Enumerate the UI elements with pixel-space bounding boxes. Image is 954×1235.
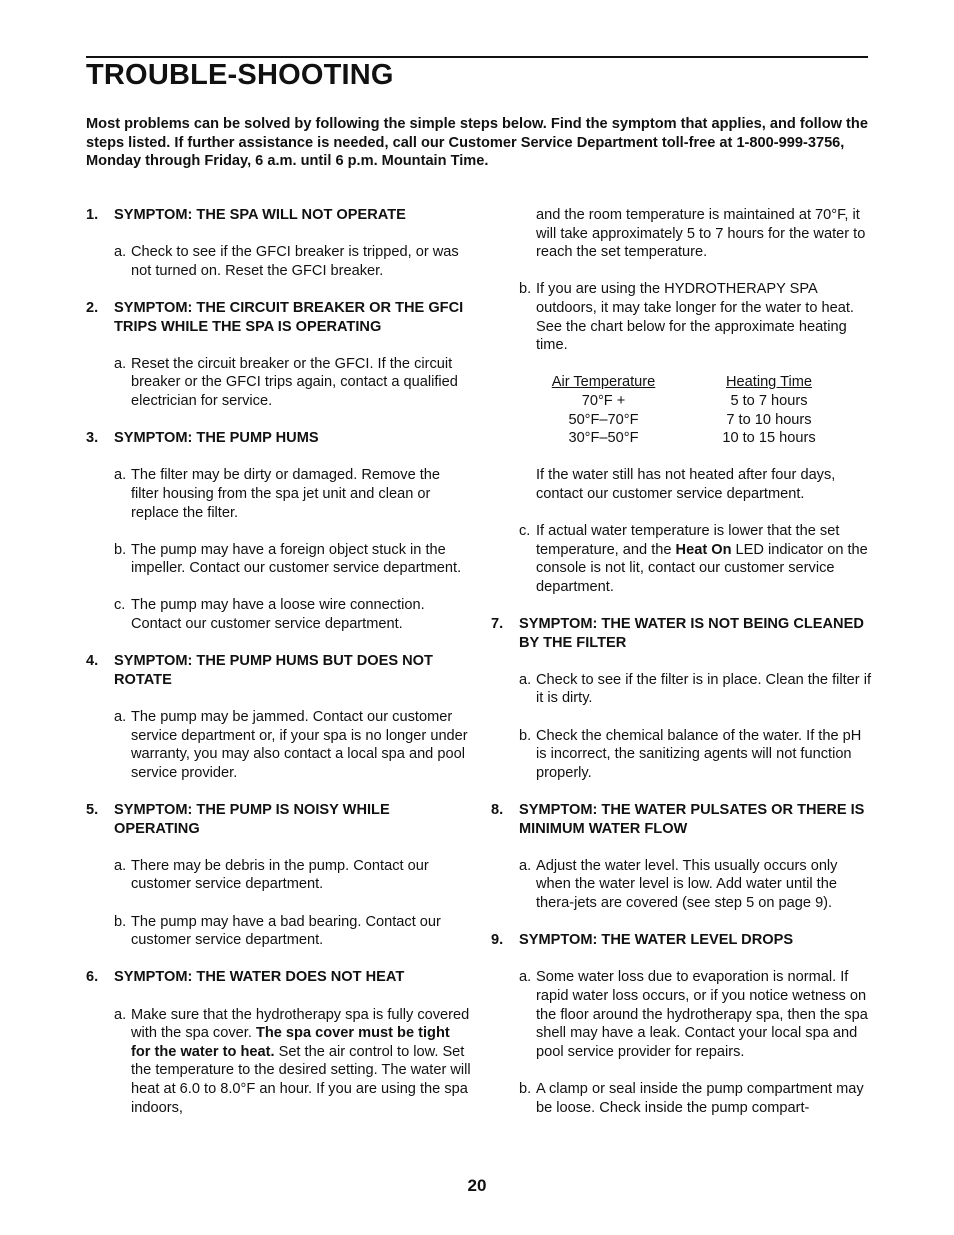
symptom-5-step-a: a. There may be debris in the pump. Contact our customer service department.: [114, 857, 429, 893]
symptom-3-step-b: b. The pump may have a foreign object stuck in the impeller. Contact our customer service department.: [114, 541, 462, 577]
page-title: TROUBLE-SHOOTING: [86, 59, 394, 91]
symptom-5-step-b: b. The pump may have a bad bearing. Contact our customer service department.: [114, 913, 441, 949]
symptom-3-step-c: c. The pump may have a loose wire connection. Contact our customer service department.: [114, 597, 425, 633]
page-number: 20: [467, 1176, 487, 1195]
intro-paragraph: Most problems can be solved by following the simple steps below. Find the symptom that applies, and follow the steps listed. If further assistance is needed, call our Customer Service Department toll-free at 1-800-999-3756, Monday through Friday, 6 a.m. until 6 p.m. Mountain Time.: [86, 116, 868, 170]
symptom-7-step-a: a. Check to see if the filter is in place. Clean the filter if it is dirty.: [519, 671, 872, 707]
symptom-6-step-b-after-chart: If the water still has not heated after four days, contact our customer service department.: [536, 467, 836, 502]
symptom-4-step-a: a. The pump may be jammed. Contact our customer service department or, if your spa is no longer under warranty, you may also contact a local spa and pool service provider.: [114, 709, 468, 781]
symptom-8-step-a: a. Adjust the water level. This usually occurs only when the water level is low. Add water until the thera-jets are covered (see step 5 on page 9).: [519, 857, 838, 911]
left-column: [86, 206, 471, 1117]
symptom-6-step-c: c. If actual water temperature is lower that the set temperature, and the Heat On LED indicator on the console is not lit, contact our customer service department.: [519, 523, 868, 595]
symptom-9-heading: 9. SYMPTOM: THE WATER LEVEL DROPS: [491, 932, 794, 949]
chart-row: 50°F–70°F 7 to 10 hours: [568, 411, 812, 428]
symptom-3-step-a: a. The filter may be dirty or damaged. Remove the filter housing from the spa jet unit and clean or replace the filter.: [114, 467, 441, 521]
chart-row: 70°F + 5 to 7 hours: [581, 392, 808, 409]
symptom-8-heading: 8. SYMPTOM: THE WATER PULSATES OR THERE IS MINIMUM WATER FLOW: [491, 802, 865, 837]
symptom-2-heading: 2. SYMPTOM: THE CIRCUIT BREAKER OR THE GFCI TRIPS WHILE THE SPA IS OPERATING: [86, 299, 464, 335]
symptom-3-heading: 3. SYMPTOM: THE PUMP HUMS: [86, 430, 319, 447]
chart-header-air-temperature: Air Temperature: [551, 374, 656, 391]
symptom-6-heading: 6. SYMPTOM: THE WATER DOES NOT HEAT: [86, 969, 405, 986]
chart-row: 30°F–50°F 10 to 15 hours: [568, 430, 816, 447]
symptom-9-step-a: a. Some water loss due to evaporation is normal. If rapid water loss occurs, or if you notice wetness on the floor around the hydrotherapy spa, then the spa shell may have a leak. Contact your local spa and pool service provider for repairs.: [519, 969, 868, 1060]
symptom-6-step-a-continued: and the room temperature is maintained at 70°F, it will take approximately 5 to 7 hours for the water to reach the set temperature.: [536, 207, 866, 261]
symptom-1-heading: 1. SYMPTOM: THE SPA WILL NOT OPERATE: [86, 207, 406, 223]
right-column: [491, 206, 871, 1117]
symptom-4-heading: 4. SYMPTOM: THE PUMP HUMS BUT DOES NOT ROTATE: [86, 653, 433, 688]
chart-header-heating-time: Heating Time: [726, 374, 812, 391]
symptom-5-heading: 5. SYMPTOM: THE PUMP IS NOISY WHILE OPERATING: [86, 802, 390, 837]
heating-time-chart: [536, 373, 829, 447]
symptom-7-heading: 7. SYMPTOM: THE WATER IS NOT BEING CLEANED BY THE FILTER: [491, 616, 864, 651]
symptom-9-step-b: b. A clamp or seal inside the pump compartment may be loose. Check inside the pump compart-: [519, 1080, 864, 1116]
symptom-2-step-a: a. Reset the circuit breaker or the GFCI. If the circuit breaker or the GFCI trips again, contact a qualified electrician for service.: [114, 355, 458, 409]
symptom-1-step-a: a. Check to see if the GFCI breaker is tripped, or was not turned on. Reset the GFCI breaker.: [114, 244, 459, 279]
symptom-6-step-a: a. Make sure that the hydrotherapy spa is fully covered with the spa cover. The spa cover must be tight for the water to heat. Set the air control to low. Set the temperature to the desired setting. The water will heat at 6.0 to 8.0°F an hour. If you are using the spa indoors,: [114, 1006, 471, 1116]
symptom-7-step-b: b. Check the chemical balance of the water. If the pH is incorrect, the sanitizing agents will not function properly.: [519, 727, 862, 781]
symptom-6-step-b: b. If you are using the HYDROTHERAPY SPA outdoors, it may take longer for the water to heat. See the chart below for the approximate heating time.: [519, 281, 854, 354]
